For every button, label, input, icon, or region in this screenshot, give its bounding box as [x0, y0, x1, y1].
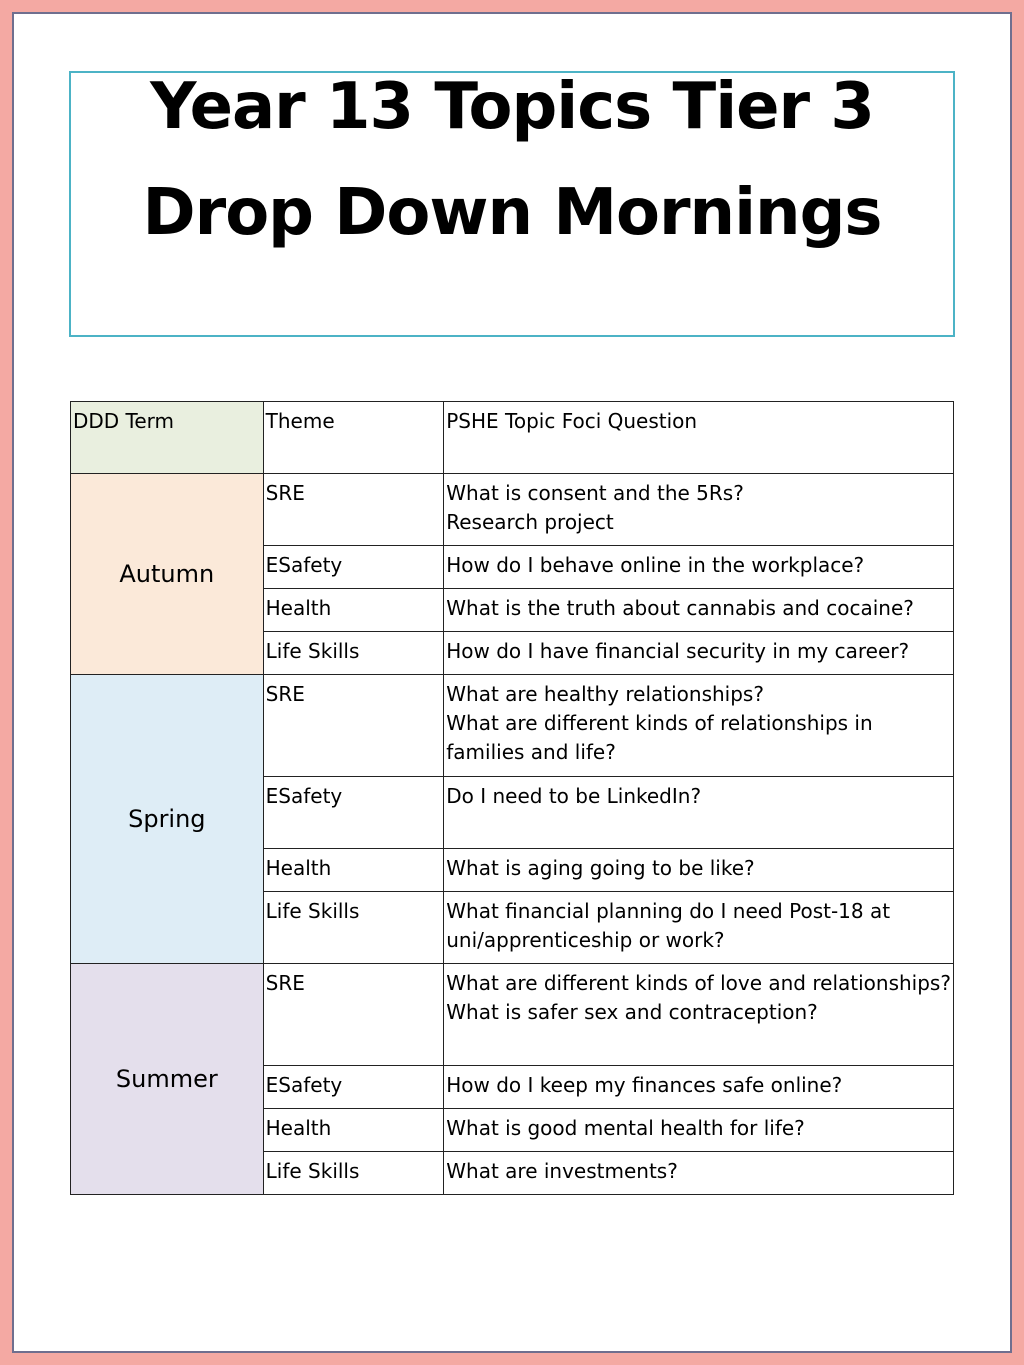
theme-cell: Health [263, 849, 444, 892]
question-text: Do I need to be LinkedIn? [446, 784, 702, 808]
question-cell [444, 546, 954, 589]
question-text: How do I behave online in the workplace? [446, 553, 865, 577]
header-question: PSHE Topic Foci Question [444, 402, 954, 474]
term-autumn: Autumn [71, 474, 264, 675]
question-cell [444, 474, 954, 546]
question-text: What are different kinds of relationships in families and life? [446, 711, 873, 764]
table-header-row [71, 402, 954, 474]
theme-cell: ESafety [263, 1066, 444, 1109]
topics-table [70, 401, 954, 1195]
theme-cell: Life Skills [263, 1152, 444, 1195]
question-text: How do I keep my finances safe online? [446, 1073, 843, 1097]
table-row [71, 474, 954, 546]
question-cell [444, 849, 954, 892]
question-cell [444, 1066, 954, 1109]
theme-cell: Life Skills [263, 632, 444, 675]
theme-cell: SRE [263, 474, 444, 546]
question-text: What are healthy relationships? [446, 682, 764, 706]
question-text: What are investments? [446, 1159, 678, 1183]
question-text: How do I have financial security in my career? [446, 639, 910, 663]
question-cell [444, 777, 954, 849]
title-box [69, 71, 955, 337]
question-text: What is aging going to be like? [446, 856, 755, 880]
theme-cell: Health [263, 589, 444, 632]
question-cell [444, 964, 954, 1066]
table-row [71, 675, 954, 777]
question-text: What is good mental health for life? [446, 1116, 805, 1140]
question-text: What is consent and the 5Rs? [446, 481, 744, 505]
theme-cell: ESafety [263, 546, 444, 589]
table-row [71, 964, 954, 1066]
question-text: Research project [446, 510, 614, 534]
term-spring: Spring [71, 675, 264, 964]
question-cell [444, 1109, 954, 1152]
theme-cell: Health [263, 1109, 444, 1152]
page-title-line-1: Year 13 Topics Tier 3 [150, 70, 874, 144]
theme-cell: Life Skills [263, 892, 444, 964]
question-cell [444, 589, 954, 632]
question-text: What financial planning do I need Post-18 at uni/apprenticeship or work? [446, 899, 891, 952]
question-text: What are different kinds of love and relationships? [446, 971, 951, 995]
question-cell [444, 675, 954, 777]
theme-cell: SRE [263, 675, 444, 777]
term-summer: Summer [71, 964, 264, 1195]
header-term: DDD Term [71, 402, 264, 474]
question-text: What is safer sex and contraception? [446, 1000, 818, 1024]
page-title-line-2: Drop Down Mornings [142, 176, 882, 250]
question-cell [444, 1152, 954, 1195]
question-text: What is the truth about cannabis and cocaine? [446, 596, 914, 620]
question-cell [444, 892, 954, 964]
theme-cell: ESafety [263, 777, 444, 849]
theme-cell: SRE [263, 964, 444, 1066]
header-theme: Theme [263, 402, 444, 474]
question-cell [444, 632, 954, 675]
